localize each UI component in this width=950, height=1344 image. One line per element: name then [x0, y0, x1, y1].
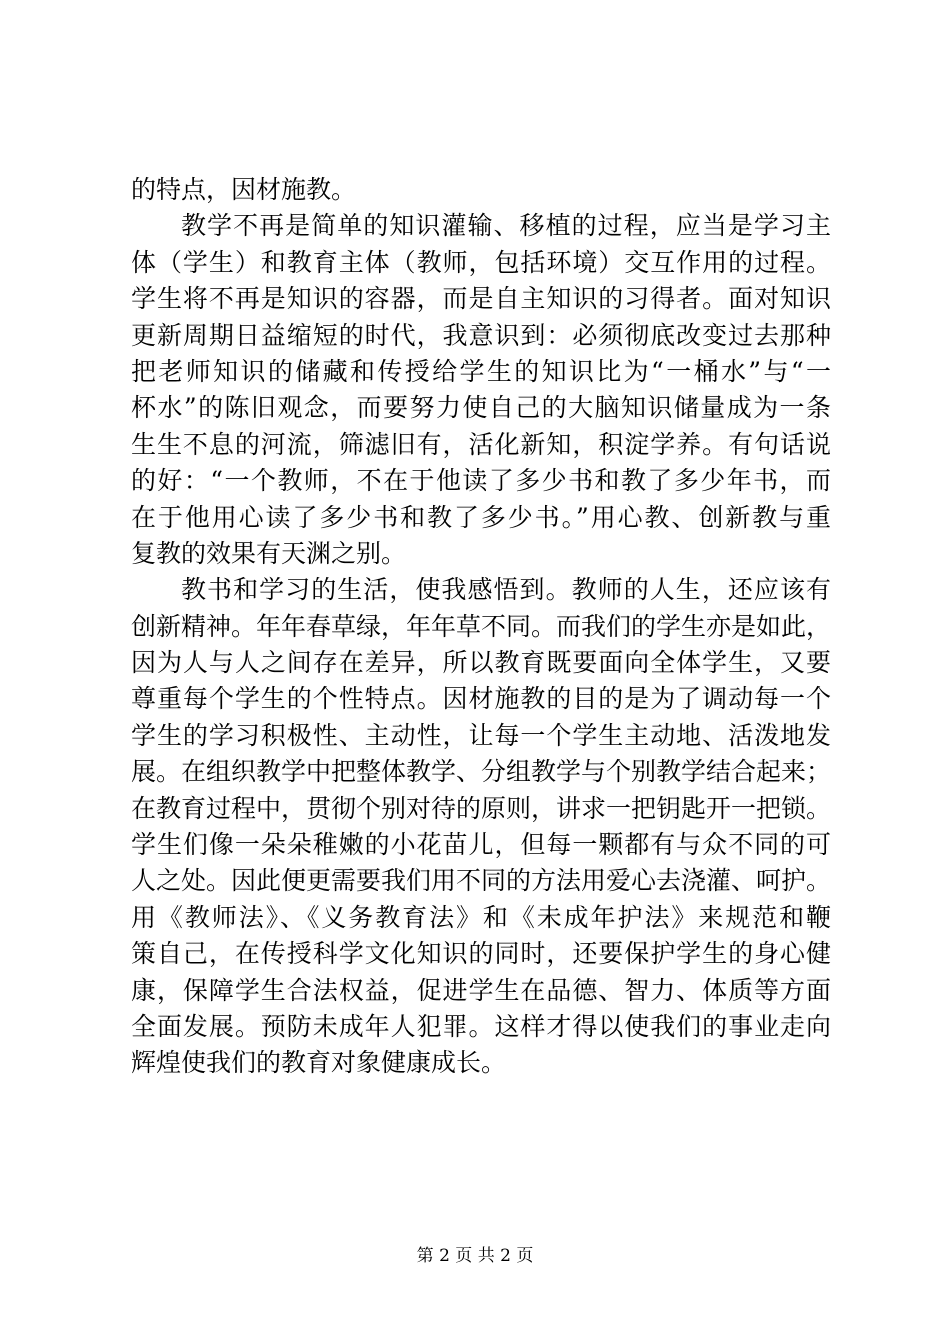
page-footer: 第 2 页 共 2 页 — [416, 1246, 534, 1266]
text-line: 因为人与人之间存在差异，所以教育既要面向全体学生，又要 — [131, 648, 831, 678]
text-line: 的特点，因材施教。 — [131, 175, 357, 204]
text-line: 体（学生）和教育主体（教师，包括环境）交互作用的过程。 — [131, 247, 831, 277]
text-line: 学生的学习积极性、主动性，让每一个学生主动地、活泼地发 — [131, 720, 831, 750]
text-line: 用《教师法》、《义务教育法》和《未成年护法》来规范和鞭 — [131, 902, 831, 932]
text-line: 学生们像一朵朵稚嫩的小花苗儿，但每一颗都有与众不同的可 — [131, 830, 831, 860]
text-line: 展。在组织教学中把整体教学、分组教学与个别教学结合起来； — [131, 757, 832, 787]
text-line: 教学不再是简单的知识灌输、移植的过程，应当是学习主 — [181, 211, 831, 241]
text-line: 在教育过程中，贯彻个别对待的原则，讲求一把钥匙开一把锁。 — [131, 793, 832, 823]
text-line: 的好：“一个教师，不在于他读了多少书和教了多少年书，而 — [131, 466, 831, 496]
text-line: 尊重每个学生的个性特点。因材施教的目的是为了调动每一个 — [131, 684, 831, 714]
text-line: 更新周期日益缩短的时代，我意识到：必须彻底改变过去那种 — [131, 320, 831, 350]
text-line: 教书和学习的生活，使我感悟到。教师的人生，还应该有 — [181, 575, 831, 605]
document-body — [131, 172, 831, 1082]
paragraph — [131, 572, 831, 1081]
text-line: 生生不息的河流，筛滤旧有，活化新知，积淀学养。有句话说 — [131, 429, 831, 459]
text-line: 策自己，在传授科学文化知识的同时，还要保护学生的身心健 — [131, 939, 831, 969]
paragraph — [131, 208, 831, 572]
text-line: 创新精神。年年春草绿，年年草不同。而我们的学生亦是如此， — [131, 611, 832, 641]
text-line: 在于他用心读了多少书和教了多少书。”用心教、创新教与重 — [131, 502, 831, 532]
text-line: 人之处。因此便更需要我们用不同的方法用爱心去浇灌、呵护。 — [131, 866, 832, 896]
text-line: 学生将不再是知识的容器，而是自主知识的习得者。面对知识 — [131, 284, 831, 314]
text-line: 辉煌使我们的教育对象健康成长。 — [131, 1048, 507, 1078]
text-line: 全面发展。预防未成年人犯罪。这样才得以使我们的事业走向 — [131, 1011, 831, 1041]
paragraph — [131, 172, 831, 208]
text-line: 复教的效果有天渊之别。 — [131, 538, 407, 568]
text-line: 康，保障学生合法权益，促进学生在品德、智力、体质等方面 — [131, 975, 831, 1005]
text-line: 把老师知识的储藏和传授给学生的知识比为“一桶水”与“一 — [131, 356, 831, 386]
text-line: 杯水”的陈旧观念，而要努力使自己的大脑知识储量成为一条 — [131, 393, 831, 423]
